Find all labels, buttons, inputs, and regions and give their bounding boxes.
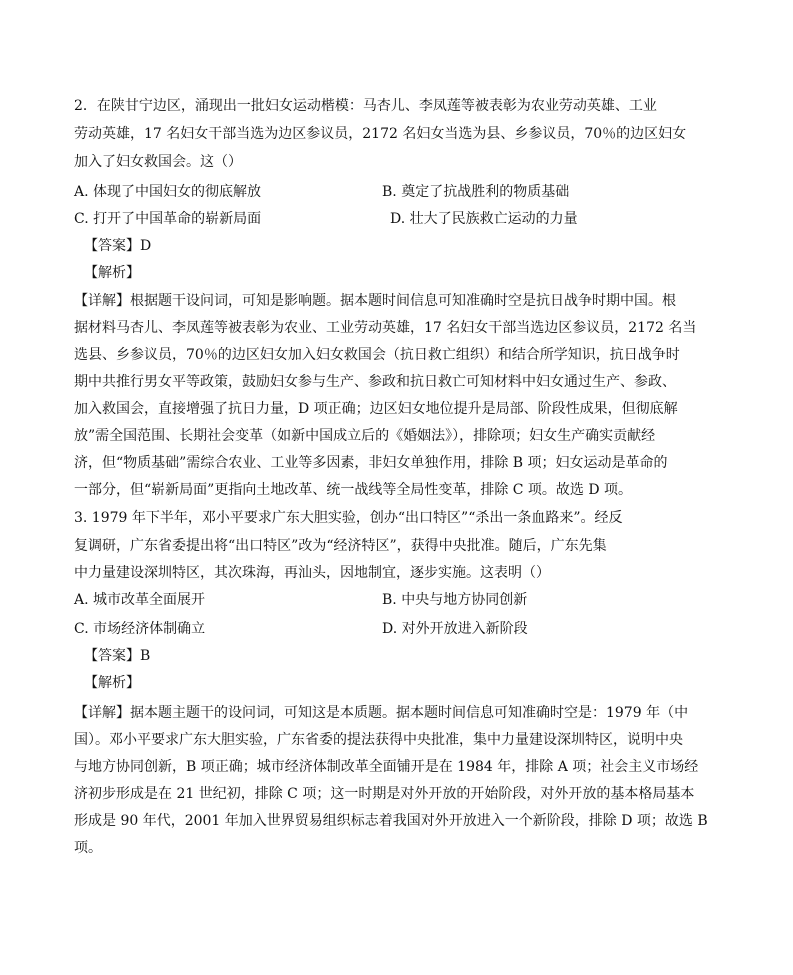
q2-detail-line-3: 选县、乡参议员，70％的边区妇女加入妇女救国会（抗日救亡组织）和结合所学知识，抗日战争时 — [74, 347, 680, 363]
q2-stem-line-3: 加入了妇女救国会。这（） — [74, 154, 242, 170]
q2-detail-line-2: 据材料马杏儿、李凤莲等被表彰为农业、工业劳动英雄，17 名妇女干部当选边区参议员，2172 名当 — [74, 320, 697, 336]
q2-option-b: B. 奠定了抗战胜利的物质基础 — [382, 184, 570, 200]
q3-analysis-label: 【解析】 — [84, 675, 140, 691]
q2-option-a: A. 体现了中国妇女的彻底解放 — [74, 184, 262, 200]
q3-option-d: D. 对外开放进入新阶段 — [382, 621, 528, 637]
q2-stem-line-2: 劳动英雄，17 名妇女干部当选为边区参议员，2172 名妇女当选为县、乡参议员，70％的边区妇女 — [74, 126, 687, 142]
q3-detail-line-3: 与地方协同创新，B 项正确；城市经济体制改革全面铺开是在 1984 年，排除 A 项；社会主义市场经 — [74, 759, 699, 775]
q3-stem-line-1: 3. 1979 年下半年，邓小平要求广东大胆实验，创办“出口特区”“杀出一条血路来”。经反 — [74, 510, 623, 526]
q2-option-d: D. 壮大了民族救亡运动的力量 — [390, 211, 578, 227]
q2-detail-line-6: 放”需全国范围、长期社会变革（如新中国成立后的《婚姻法》），排除项；妇女生产确实贡献经 — [74, 428, 656, 444]
q3-option-b: B. 中央与地方协同创新 — [382, 592, 528, 608]
q3-detail-line-5: 形成是 90 年代，2001 年加入世界贸易组织标志着我国对外开放进入一个新阶段，排除 D 项；故选 B — [74, 813, 708, 829]
q3-detail-line-6: 项。 — [74, 840, 102, 856]
q3-detail-line-1: 【详解】据本题主题干的设问词，可知这是本质题。据本题时间信息可知准确时空是：1979 年（中 — [74, 705, 689, 721]
q2-answer: 【答案】D — [84, 238, 152, 254]
q3-option-a: A. 城市改革全面展开 — [74, 592, 206, 608]
q2-analysis-label: 【解析】 — [84, 265, 140, 281]
q2-detail-line-8: 一部分，但“崭新局面”更指向土地改革、统一战线等全局性变革，排除 C 项。故选 D 项。 — [74, 482, 633, 498]
q3-detail-line-4: 济初步形成是在 21 世纪初，排除 C 项；这一时期是对外开放的开始阶段，对外开放的基本格局基本 — [74, 786, 695, 802]
q2-detail-line-5: 加入救国会，直接增强了抗日力量，D 项正确；边区妇女地位提升是局部、阶段性成果，但彻底解 — [74, 401, 678, 417]
q2-stem-line-1: 2．在陕甘宁边区，涌现出一批妇女运动楷模：马杏儿、李凤莲等被表彰为农业劳动英雄、工业 — [74, 98, 657, 114]
q3-option-c: C. 市场经济体制确立 — [74, 621, 206, 637]
q2-detail-line-7: 济，但“物质基础”需综合农业、工业等多因素，非妇女单独作用，排除 B 项；妇女运动是革命的 — [74, 455, 668, 471]
q2-detail-line-1: 【详解】根据题干设问词，可知是影响题。据本题时间信息可知准确时空是抗日战争时期中国。根 — [74, 293, 676, 309]
q3-stem-line-3: 中力量建设深圳特区，其次珠海，再汕头，因地制宜，逐步实施。这表明（） — [74, 565, 550, 581]
q2-option-c: C. 打开了中国革命的崭新局面 — [74, 211, 262, 227]
q3-answer: 【答案】B — [84, 648, 151, 664]
q2-detail-line-4: 期中共推行男女平等政策，鼓励妇女参与生产、参政和抗日救亡可知材料中妇女通过生产、参政、 — [74, 374, 676, 390]
q3-stem-line-2: 复调研，广东省委提出将“出口特区”改为“经济特区”，获得中央批准。随后，广东先集 — [74, 538, 607, 554]
q3-detail-line-2: 国）。邓小平要求广东大胆实验，广东省委的提法获得中央批准，集中力量建设深圳特区，说明中央 — [74, 732, 683, 748]
